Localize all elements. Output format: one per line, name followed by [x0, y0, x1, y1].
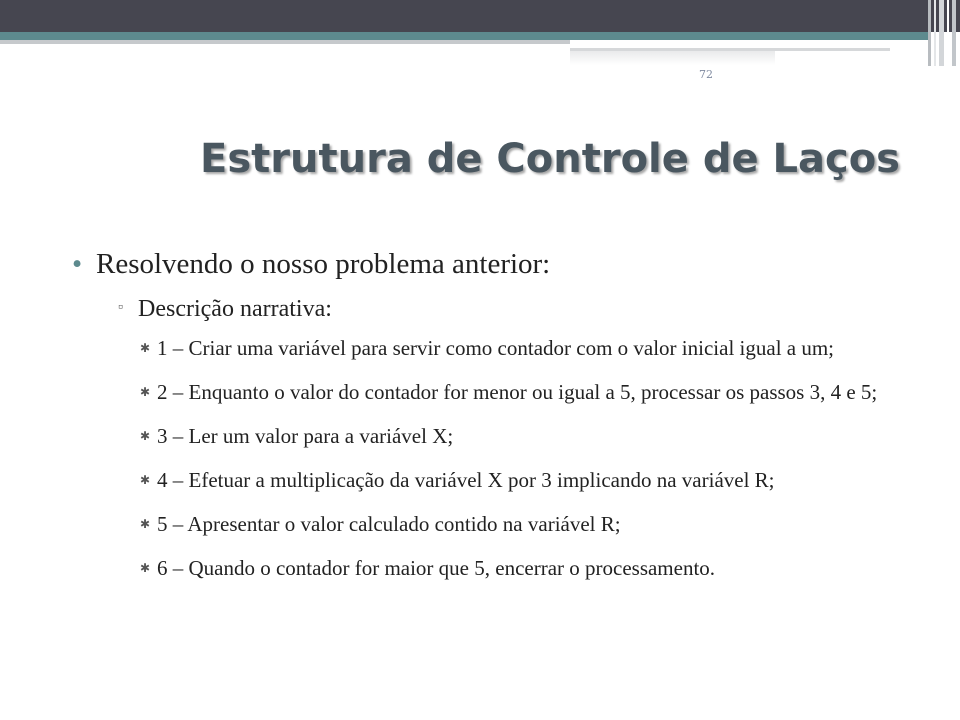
header-shadow-strip	[570, 51, 775, 65]
header-grey-stripe	[0, 40, 570, 44]
asterisk-bullet-icon: ✱	[140, 473, 151, 487]
asterisk-bullet-icon: ✱	[140, 561, 151, 575]
step-text: 4 – Efetuar a multiplicação da variável X por 3 implicando na variável R;	[157, 468, 775, 492]
list-item	[140, 334, 908, 363]
step-text: 5 – Apresentar o valor calculado contido na variável R;	[157, 512, 621, 536]
square-bullet-icon: ▫	[118, 300, 123, 315]
header-bar	[0, 0, 960, 32]
list-item	[140, 510, 908, 539]
main-bullet-text: Resolvendo o nosso problema anterior:	[96, 248, 551, 280]
sub-bullet-text: Descrição narrativa:	[138, 296, 332, 322]
bullet-dot-icon: •	[72, 248, 83, 280]
list-item	[140, 554, 908, 583]
asterisk-bullet-icon: ✱	[140, 517, 151, 531]
list-item	[140, 422, 908, 451]
step-text: 6 – Quando o contador for maior que 5, encerrar o processamento.	[157, 556, 716, 580]
step-text: 3 – Ler um valor para a variável X;	[157, 424, 454, 448]
asterisk-bullet-icon: ✱	[140, 429, 151, 443]
slide-title: Estrutura de Controle de Laços	[200, 136, 900, 182]
header-accent-stripe	[0, 32, 930, 40]
slide-number: 72	[699, 68, 713, 81]
list-item	[140, 466, 908, 495]
asterisk-bullet-icon: ✱	[140, 385, 151, 399]
step-text: 1 – Criar uma variável para servir como contador com o valor inicial igual a um;	[157, 336, 835, 360]
header-vertical-bars	[924, 0, 960, 66]
list-item	[140, 378, 908, 407]
asterisk-bullet-icon: ✱	[140, 341, 151, 355]
step-list	[140, 334, 908, 598]
step-text: 2 – Enquanto o valor do contador for menor ou igual a 5, processar os passos 3, 4 e 5;	[157, 380, 878, 404]
